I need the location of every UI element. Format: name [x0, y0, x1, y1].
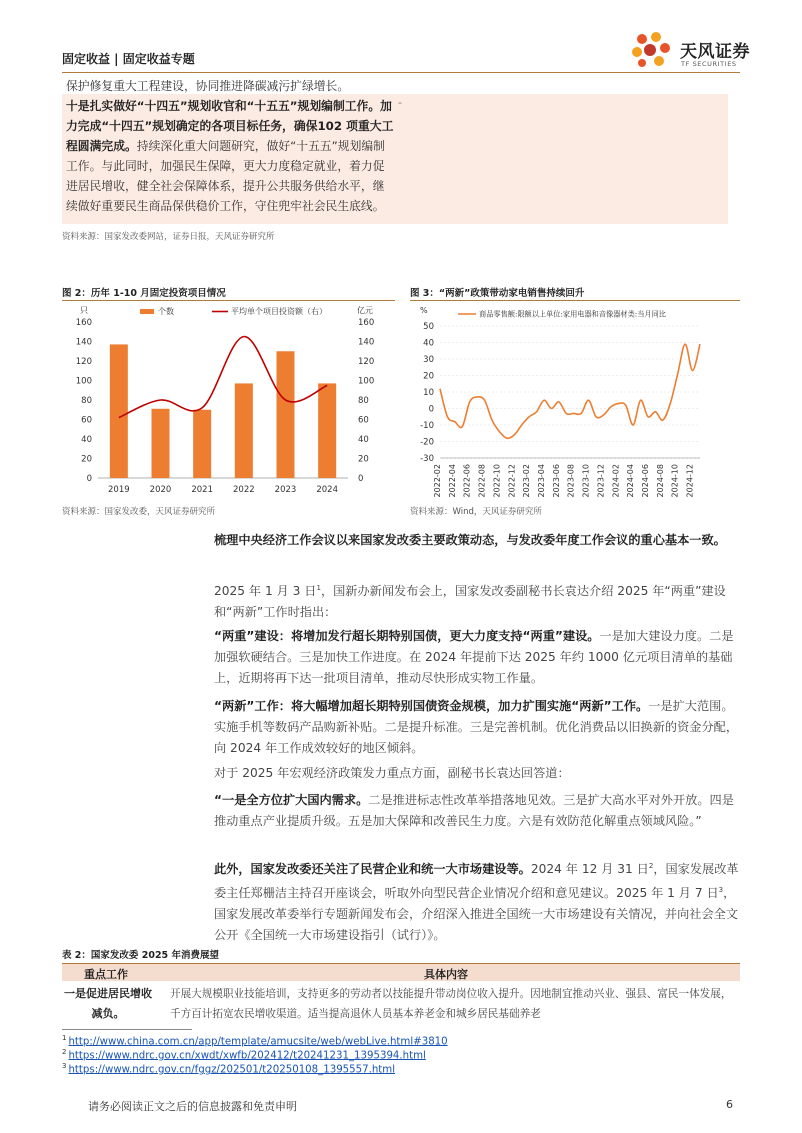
table-header — [62, 963, 740, 981]
table-row-content: 开展大规模职业技能培训，支持更多的劳动者以技能提升带动岗位收入提升。因地制宜推动兴业、强县、富民一体发展，千方百计拓宽农民增收渠道。适当提高退休人员基本养老金和城乡居民基础养老 — [170, 988, 732, 1020]
paragraph-two-major: “两重”建设：将增加发行超长期特别国债，更大力度支持“两重”建设。一是加大建设力度。二是加强软硬结合。三是加快工作进度。在 2024 年提前下达 2025 年约 1000 亿元项目清单的基础上，近期将再下达一批项目清单，推动尽快形成实物工作量。 — [214, 629, 734, 685]
y-right-tick: 60 — [358, 415, 369, 426]
legend-label-line: 商品零售额:限额以上单位:家用电器和音像器材类:当月同比 — [479, 309, 666, 319]
paragraph-private-enterprise: 此外，国家发改委还关注了民营企业和统一大市场建设等。2024 年 12 月 31 日$^2$，国家发展改革委主任郑栅洁主持召开座谈会，听取外向型民营企业情况介绍和意见建议。2025 年 1 月 7 日$^3$，国家发展改革委举行专题新闻发布会，介绍深入推进全国统一大市场建设有关情况，并向社会全文公开《全国统一大市场建设指引（试行）》。 — [214, 862, 739, 943]
y-left-tick: 40 — [81, 435, 92, 445]
paragraph-two-new: “两新”工作：将大幅增加超长期特别国债资金规模，加力扩围实施“两新”工作。一是扩大范围。实施手机等数码产品购新补贴。二是提升标准。三是完善机制。优化消费品以旧换新的资金分配，向 2024 年工作成效较好的地区倾斜。 — [214, 699, 739, 755]
table-dash: - — [398, 96, 402, 109]
y-right-unit: 亿元 — [357, 306, 373, 315]
y-left-unit: 只 — [80, 306, 88, 315]
y-right-tick: 160 — [358, 318, 375, 328]
x-tick-label: 2022-04 — [447, 464, 457, 498]
paragraph-press-conference: 2025 年 1 月 3 日$^1$，国新办新闻发布会上，国家发改委副秘书长袁达介绍 2025 年“两重”建设和“两新”工作时指出： — [214, 584, 726, 620]
bar — [277, 351, 295, 478]
company-logo — [628, 30, 674, 70]
x-tick-label: 2020 — [149, 485, 172, 495]
footnote-link[interactable]: https://www.ndrc.gov.cn/xwdt/xwfb/202412/t20241231_1395394.html — [68, 1050, 426, 1062]
chart-right-legend — [458, 310, 666, 319]
x-tick-label: 2024-02 — [611, 464, 621, 498]
paragraph-priorities: “一是全方位扩大国内需求。二是推进标志性改革举措落地见效。三是扩大高水平对外开放。四是推动重点产业提质升级。五是加大保障和改善民生力度。六是有效防范化解重点领域风险。” — [214, 793, 734, 828]
y-left-tick: 120 — [75, 357, 92, 367]
x-tick-label: 2023-12 — [596, 464, 606, 498]
y-right-tick: 0 — [358, 474, 364, 484]
x-tick-label: 2024-08 — [655, 464, 665, 498]
x-tick-label: 2024-10 — [670, 464, 680, 498]
policy-bold-lead: 十是扎实做好“十四五”规划收官和“十五五”规划编制工作。加力完成“十四五”规划确定的各项目标任务，确保102 项重大工程圆满完成。 — [66, 99, 394, 153]
report-section-title: 固定收益 | 固定收益专题 — [62, 52, 195, 66]
y-tick: 30 — [423, 355, 434, 365]
bar — [235, 383, 253, 478]
y-unit: % — [420, 306, 428, 315]
table-row-focus: 一是促进居民增收减负。 — [64, 987, 152, 1020]
x-tick-label: 2022-06 — [462, 464, 472, 498]
y-right-tick: 40 — [358, 435, 369, 445]
x-tick-label: 2022 — [233, 485, 255, 495]
x-tick-label: 2019 — [108, 485, 130, 495]
appliance-sales-line — [440, 344, 700, 438]
logo-chinese-name: 天风证券 — [680, 42, 750, 62]
table-header-focus: 重点工作 — [84, 968, 128, 981]
x-tick-label: 2022-12 — [507, 464, 517, 498]
y-left-tick: 100 — [75, 376, 92, 387]
x-tick-label: 2023-10 — [581, 464, 591, 498]
chart-right-title: 图 3：“两新”政策带动家电销售持续回升 — [410, 288, 585, 299]
footnote-link[interactable]: https://www.ndrc.gov.cn/fggz/202501/t20250108_1395557.html — [68, 1064, 396, 1076]
policy-source: 资料来源：国家发改委网站，证券日报，天风证券研究所 — [62, 232, 275, 242]
policy-top-line: 保护修复重大工程建设，协同推进降碳减污扩绿增长。 — [66, 79, 350, 93]
legend-swatch-bar — [140, 309, 154, 314]
y-left-tick: 160 — [75, 318, 92, 328]
x-tick-label: 2023-06 — [551, 464, 561, 498]
x-tick-label: 2023-02 — [522, 464, 532, 498]
y-tick: 40 — [423, 338, 434, 349]
footnote-divider — [62, 1029, 192, 1030]
x-tick-label: 2024 — [316, 485, 338, 495]
x-tick-label: 2024-06 — [641, 464, 650, 498]
bar — [152, 409, 170, 478]
y-tick: -30 — [420, 454, 434, 464]
y-tick: 20 — [423, 371, 434, 382]
y-left-tick: 60 — [81, 415, 92, 426]
table-header-content: 具体内容 — [424, 968, 468, 981]
x-tick-label: 2022-08 — [477, 464, 487, 498]
y-tick: -10 — [420, 421, 434, 431]
chart-left-title: 图 2：历年 1-10 月固定投资项目情况 — [62, 288, 226, 299]
y-right-tick: 140 — [358, 337, 375, 348]
y-tick: 0 — [428, 404, 434, 415]
x-tick-label: 2022-02 — [433, 464, 442, 498]
x-tick-label: 2023 — [274, 485, 297, 495]
x-tick-label: 2021 — [191, 485, 213, 495]
y-right-tick: 120 — [358, 357, 375, 367]
chart-left-legend — [140, 306, 327, 316]
footer-disclaimer: 请务必阅读正文之后的信息披露和免责申明 — [88, 1100, 297, 1113]
page-number: 6 — [726, 1098, 733, 1111]
logo-english-name: TF SECURITIES — [681, 60, 737, 68]
paragraph-summary: 梳理中央经济工作会议以来国家发改委主要政策动态，与发改委年度工作会议的重心基本一致。 — [214, 533, 726, 547]
bar — [318, 383, 336, 478]
appliance-sales-chart — [410, 302, 740, 502]
y-left-tick: 80 — [81, 396, 92, 406]
x-tick-label: 2022-10 — [492, 464, 502, 498]
policy-text — [66, 76, 396, 216]
y-tick: -20 — [420, 437, 434, 448]
avg-investment-line — [119, 337, 327, 418]
footnote-link[interactable]: http://www.china.com.cn/app/template/amucsite/web/webLive.html#3810 — [68, 1036, 448, 1048]
chart-left-source: 资料来源：国家发改委，天风证券研究所 — [62, 507, 216, 517]
y-right-tick: 100 — [358, 376, 375, 387]
y-tick: 50 — [423, 322, 434, 332]
legend-label-bar: 个数 — [158, 307, 174, 316]
policy-body: 持续深化重大问题研究，做好“十五五”规划编制工作。与此同时，加强民生保障，更大力度稳定就业，着力促进居民增收，健全社会保障体系，提升公共服务供给水平，继续做好重要民生商品保供稳价工作，守住兜牢社会民生底线。 — [66, 139, 385, 213]
y-left-tick: 0 — [86, 474, 92, 484]
paragraph-macro-focus: 对于 2025 年宏观经济政策发力重点方面，副秘书长袁达回答道： — [214, 766, 570, 780]
fixed-investment-chart — [62, 302, 395, 500]
bar — [193, 410, 211, 478]
legend-label-line: 平均单个项目投资额（右） — [231, 307, 327, 316]
chart-right-source: 资料来源：Wind，天风证券研究所 — [410, 507, 542, 517]
x-tick-label: 2023-08 — [566, 464, 576, 498]
policy-summary-box — [62, 76, 728, 224]
footnote-2[interactable]: $^2$ https://www.ndrc.gov.cn/xwdt/xwfb/202412/t20241231_1395394.html — [62, 1048, 426, 1062]
y-tick: 10 — [423, 388, 434, 398]
flower-logo-icon — [628, 30, 674, 70]
table-title: 表 2：国家发改委 2025 年消费展望 — [62, 950, 219, 961]
y-left-tick: 20 — [81, 454, 92, 465]
x-tick-label: 2024-12 — [685, 464, 695, 498]
footnote-1[interactable]: $^1$ http://www.china.com.cn/app/template/amucsite/web/webLive.html#3810 — [62, 1034, 448, 1048]
x-tick-label: 2023-04 — [537, 464, 546, 498]
header-divider — [62, 72, 740, 73]
y-right-tick: 80 — [358, 396, 369, 406]
y-left-tick: 140 — [75, 337, 92, 348]
x-tick-label: 2024-04 — [626, 464, 636, 498]
y-right-tick: 20 — [358, 454, 369, 465]
footnote-3[interactable]: $^3$ https://www.ndrc.gov.cn/fggz/202501/t20250108_1395557.html — [62, 1062, 396, 1076]
bar — [110, 344, 128, 478]
